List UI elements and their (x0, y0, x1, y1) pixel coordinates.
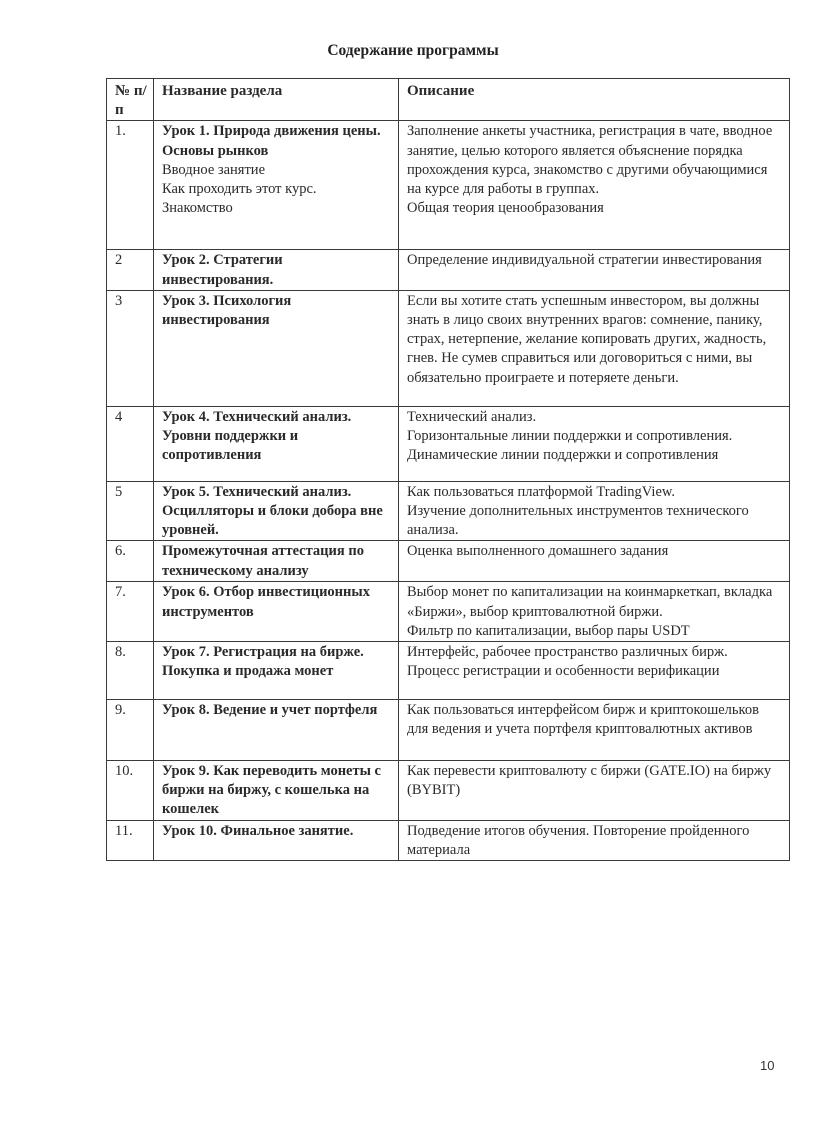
row-description (399, 406, 790, 481)
row-description (399, 481, 790, 541)
lesson-title: Урок 2. Стратегии инвестирования. (162, 252, 283, 288)
page-title: Содержание программы (327, 42, 499, 59)
row-description (399, 290, 790, 406)
row-description (399, 250, 790, 290)
table-row (107, 121, 790, 250)
header-description: Описание (399, 79, 790, 121)
description-text: Если вы хотите стать успешным инвестором, вы должны знать в лицо своих внутренних врагов: сомнение, панику, страх, нетерпение, желание копировать других, жадность, гнев. Не сумев справиться или договориться с ними, вы обязательно проиграете и потеряете деньги. (407, 292, 767, 386)
lesson-title: Урок 3. Психология инвестирования (162, 292, 292, 329)
row-name (154, 820, 399, 860)
row-description (399, 820, 790, 860)
lesson-title: Урок 8. Ведение и учет портфеля (162, 702, 378, 719)
lesson-title: Промежуточная аттестация по техническому анализу (162, 543, 364, 579)
row-num: 4 (107, 406, 154, 481)
lesson-subtitle: Вводное занятие (162, 161, 266, 178)
table-row (107, 700, 790, 761)
row-name (154, 761, 399, 821)
row-description (399, 761, 790, 821)
table-header-row (107, 79, 790, 121)
description-text: Определение индивидуальной стратегии инвестирования (407, 252, 762, 269)
header-num: № п/п (107, 79, 154, 121)
row-num: 7. (107, 582, 154, 642)
table-row (107, 250, 790, 290)
table-row (107, 582, 790, 642)
row-num: 11. (107, 820, 154, 860)
row-name (154, 481, 399, 541)
header-name: Название раздела (154, 79, 399, 121)
lesson-title: Урок 9. Как переводить монеты с биржи на биржу, с кошелька на кошелек (162, 763, 381, 818)
description-text: Интерфейс, рабочее пространство различных бирж. (407, 644, 728, 661)
row-name (154, 642, 399, 700)
row-name (154, 541, 399, 582)
description-text: Оценка выполненного домашнего задания (407, 543, 669, 560)
row-num: 1. (107, 121, 154, 250)
description-text: Подведение итогов обучения. Повторение пройденного материала (407, 822, 750, 858)
lesson-title: Урок 10. Финальное занятие. (162, 822, 354, 839)
description-text: Как пользоваться интерфейсом бирж и криптокошельков для ведения и учета портфеля криптовалютных активов (407, 702, 759, 738)
row-description (399, 541, 790, 582)
lesson-title: Урок 7. Регистрация на бирже. Покупка и продажа монет (162, 644, 364, 680)
table-row (107, 541, 790, 582)
row-name (154, 700, 399, 761)
description-text: Динамические линии поддержки и сопротивления (407, 447, 719, 464)
description-text: Процесс регистрации и особенности верификации (407, 663, 720, 680)
table-row (107, 642, 790, 700)
row-num: 5 (107, 481, 154, 541)
description-text: Как пользоваться платформой TradingView. (407, 483, 676, 500)
row-name (154, 406, 399, 481)
table-row (107, 406, 790, 481)
description-text: Горизонтальные линии поддержки и сопротивления. (407, 428, 733, 445)
row-num: 8. (107, 642, 154, 700)
table-row (107, 290, 790, 406)
row-description (399, 121, 790, 250)
lesson-subtitle: Знакомство (162, 200, 233, 217)
table-row (107, 820, 790, 860)
table-row (107, 481, 790, 541)
description-text: Фильтр по капитализации, выбор пары USDT (407, 622, 690, 639)
row-description (399, 642, 790, 700)
lesson-title: Урок 6. Отбор инвестиционных инструментов (162, 584, 370, 620)
description-text: Изучение дополнительных инструментов технического анализа. (407, 503, 749, 539)
row-name (154, 290, 399, 406)
lesson-subtitle: Как проходить этот курс. (162, 181, 317, 198)
description-text: Как перевести криптовалюту с биржи (GATE.IO) на биржу (BYBIT) (407, 763, 772, 799)
program-table (106, 78, 790, 861)
description-text: Выбор монет по капитализации на коинмаркеткап, вкладка «Биржи», выбор криптовалютной биржи. (407, 584, 773, 620)
row-num: 6. (107, 541, 154, 582)
description-text: Общая теория ценообразования (407, 200, 604, 217)
description-text: Технический анализ. (407, 408, 537, 425)
description-text: Заполнение анкеты участника, регистрация в чате, вводное занятие, целью которого является объяснение порядка прохождения курса, знакомство с другими обучающимися на курсе для работы в группах. (407, 123, 773, 198)
row-description (399, 582, 790, 642)
page-number: 10 (760, 1058, 775, 1073)
row-num: 10. (107, 761, 154, 821)
row-num: 9. (107, 700, 154, 761)
row-num: 2 (107, 250, 154, 290)
row-name (154, 582, 399, 642)
lesson-title: Урок 5. Технический анализ. Осцилляторы и блоки добора вне уровней. (162, 483, 383, 539)
lesson-title: Урок 4. Технический анализ. Уровни поддержки и сопротивления (162, 408, 352, 464)
row-name (154, 121, 399, 250)
lesson-title: Урок 1. Природа движения цены. Основы рынков (162, 123, 381, 159)
table-row (107, 761, 790, 821)
row-description (399, 700, 790, 761)
row-num: 3 (107, 290, 154, 406)
row-name (154, 250, 399, 290)
